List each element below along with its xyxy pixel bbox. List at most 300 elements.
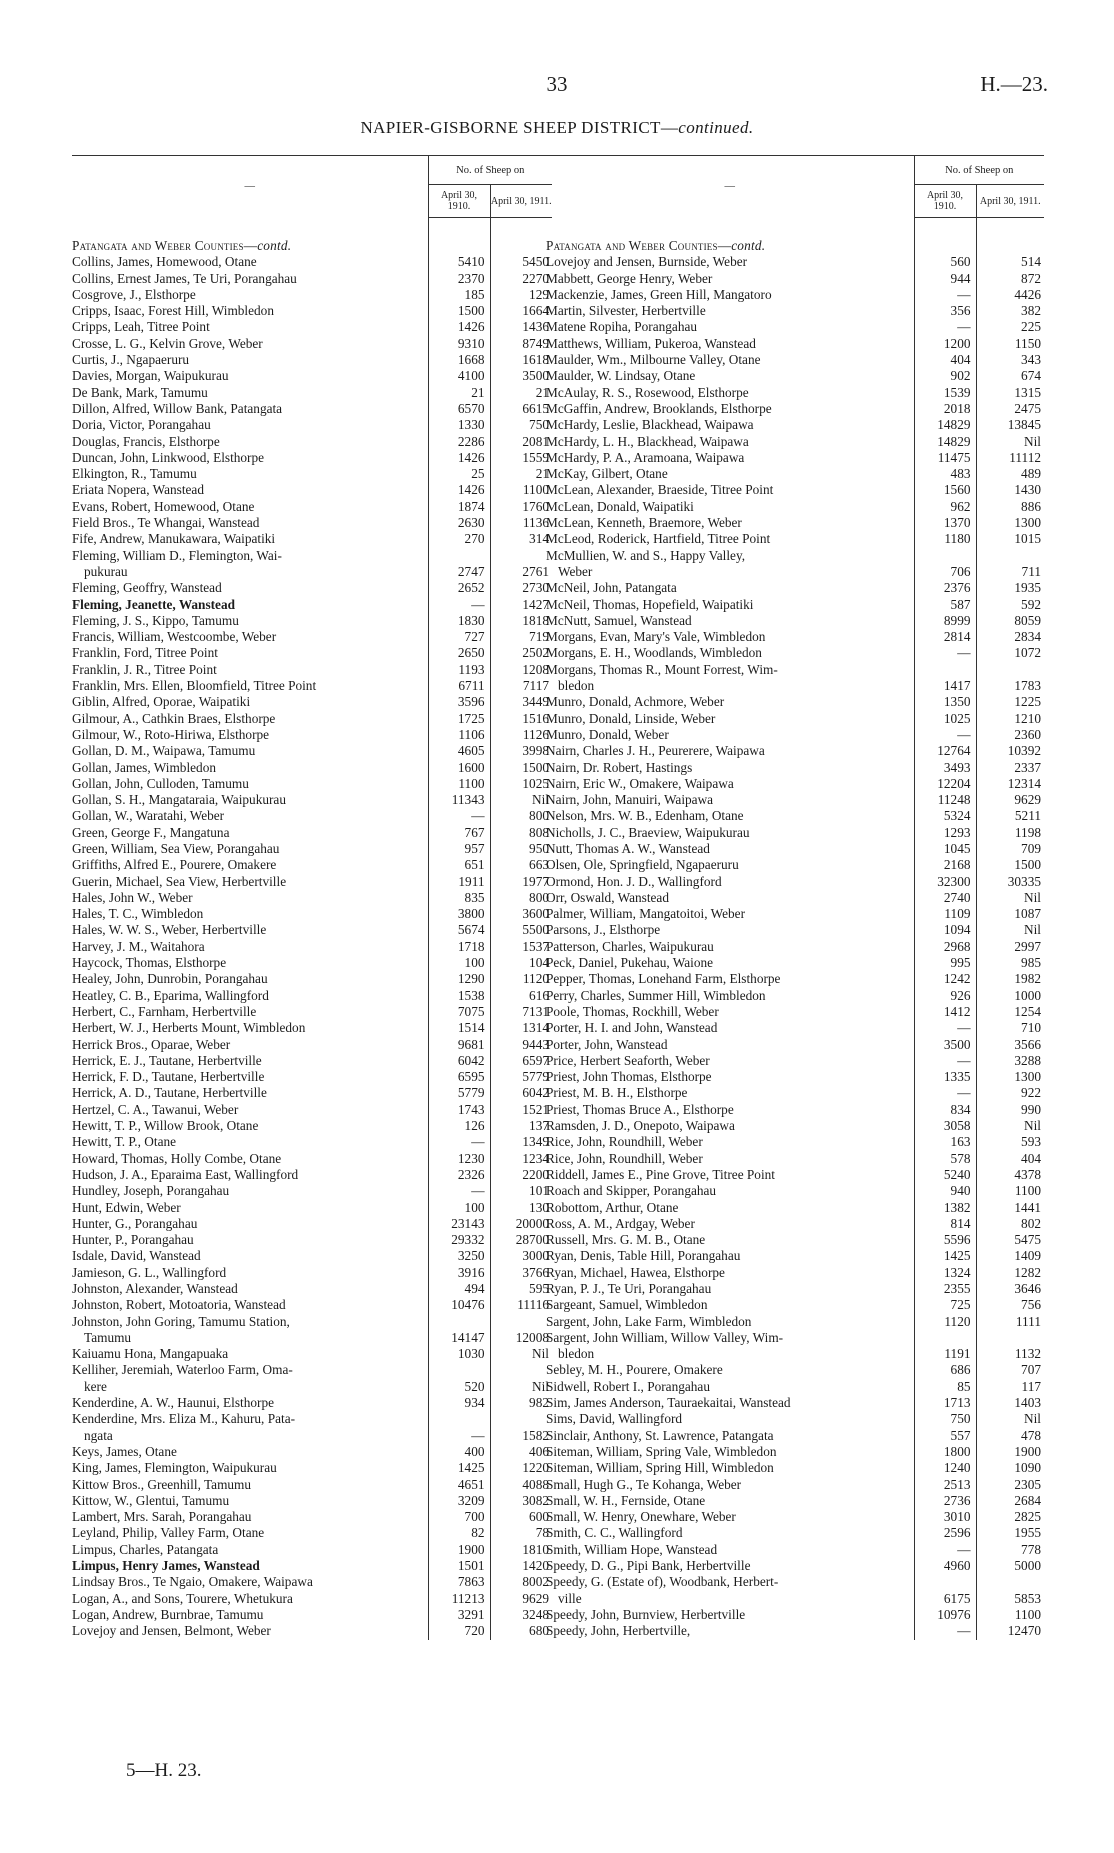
sheep-1910: — — [428, 1411, 490, 1444]
sheep-1911: 8002 — [490, 1574, 552, 1590]
sheep-1910: 3010 — [914, 1509, 976, 1525]
table-row — [546, 1314, 1044, 1330]
sheep-1911: 1664 — [490, 303, 552, 319]
owner-name — [546, 1493, 914, 1509]
owner-name-text: Collins, James, Homewood, Otane — [72, 254, 257, 270]
sheep-1910: 1412 — [914, 1004, 976, 1020]
sheep-1911: 1559 — [490, 450, 552, 466]
left-body — [72, 218, 552, 1640]
owner-name — [546, 1411, 914, 1427]
owner-name — [72, 678, 428, 694]
sheep-1911: 1403 — [976, 1395, 1044, 1411]
owner-name — [546, 1574, 914, 1607]
table-row — [72, 1444, 552, 1460]
owner-name — [546, 922, 914, 938]
table-row — [546, 597, 1044, 613]
table-row — [546, 1379, 1044, 1395]
owner-name-text: Nairn, Charles J. H., Peurerere, Waipawa — [546, 743, 765, 759]
owner-name — [72, 401, 428, 417]
table-row — [546, 1020, 1044, 1036]
owner-name — [546, 1477, 914, 1493]
owner-name-text: McLeod, Roderick, Hartfield, Titree Point — [546, 531, 771, 547]
sheep-1910: 1500 — [428, 303, 490, 319]
table-row — [72, 499, 552, 515]
table-row — [546, 482, 1044, 498]
table-row — [546, 1623, 1044, 1639]
sheep-1911: 382 — [976, 303, 1044, 319]
sheep-1911: 6042 — [490, 1085, 552, 1101]
sheep-1910: — — [428, 597, 490, 613]
table-row — [546, 988, 1044, 1004]
owner-name — [72, 1477, 428, 1493]
owner-name — [546, 385, 914, 401]
owner-name-text: Ryan, Michael, Hawea, Elsthorpe — [546, 1264, 725, 1280]
owner-name-text: Limpus, Charles, Patangata — [72, 1541, 219, 1557]
sheep-1910: 85 — [914, 1379, 976, 1395]
owner-name — [72, 1509, 428, 1525]
owner-name — [72, 597, 428, 613]
sheep-1911: 5853 — [976, 1574, 1044, 1607]
owner-name — [72, 841, 428, 857]
owner-name-text: Hunter, P., Porangahau — [72, 1232, 194, 1248]
sheep-1911: 3998 — [490, 743, 552, 759]
sheep-1910: — — [428, 1134, 490, 1150]
sheep-1911: 1120 — [490, 971, 552, 987]
sheep-1911: 1282 — [976, 1265, 1044, 1281]
sheep-1911: Nil — [976, 890, 1044, 906]
owner-name-text: Guerin, Michael, Sea View, Herbertville — [72, 873, 287, 889]
sheep-1911: 3000 — [490, 1248, 552, 1264]
owner-name — [72, 1118, 428, 1134]
owner-name — [72, 352, 428, 368]
owner-name — [546, 760, 914, 776]
sheep-1911: 478 — [976, 1428, 1044, 1444]
sheep-1910: 1830 — [428, 613, 490, 629]
table-row — [72, 727, 552, 743]
sheep-1911: 21 — [490, 466, 552, 482]
sheep-1911: 1315 — [976, 385, 1044, 401]
sheep-1911: 2337 — [976, 760, 1044, 776]
table-row — [72, 1053, 552, 1069]
owner-name — [72, 1183, 428, 1199]
owner-name — [546, 955, 914, 971]
sheep-1911: 3646 — [976, 1281, 1044, 1297]
sheep-1911: 7131 — [490, 1004, 552, 1020]
sheep-1910: 2286 — [428, 434, 490, 450]
owner-name — [72, 1216, 428, 1232]
sheep-1911: 3449 — [490, 694, 552, 710]
owner-name-text: Nelson, Mrs. W. B., Edenham, Otane — [546, 808, 744, 824]
sheep-1911: Nil — [976, 1411, 1044, 1427]
table-row — [546, 776, 1044, 792]
table-row — [72, 874, 552, 890]
table-row — [546, 1102, 1044, 1118]
sheep-1911: 1500 — [976, 857, 1044, 873]
table-row — [546, 1460, 1044, 1476]
sheep-1911: 9629 — [976, 792, 1044, 808]
sheep-1910: 6711 — [428, 678, 490, 694]
owner-name-text: Kittow, W., Glentui, Tamumu — [72, 1492, 230, 1508]
sheep-1910: 1293 — [914, 825, 976, 841]
owner-name — [72, 1053, 428, 1069]
table-row — [546, 254, 1044, 270]
owner-name — [546, 1509, 914, 1525]
table-row — [72, 580, 552, 596]
table-row — [72, 1183, 552, 1199]
owner-name-text: Keys, James, Otane — [72, 1443, 177, 1459]
table-row — [546, 694, 1044, 710]
table-row — [72, 760, 552, 776]
sheep-1910: 4651 — [428, 1477, 490, 1493]
sheep-1910: 1324 — [914, 1265, 976, 1281]
section-label: Patangata and Weber Counties— — [72, 238, 258, 253]
sheep-1911: 12314 — [976, 776, 1044, 792]
table-row — [72, 1265, 552, 1281]
sheep-1911: 2475 — [976, 401, 1044, 417]
sheep-1911: 11112 — [976, 450, 1044, 466]
sheep-1911: 1254 — [976, 1004, 1044, 1020]
owner-name — [72, 694, 428, 710]
owner-name-text: Hales, W. W. S., Weber, Herbertville — [72, 922, 267, 938]
sheep-1910: 957 — [428, 841, 490, 857]
owner-name-text: Hewitt, T. P., Willow Brook, Otane — [72, 1118, 259, 1134]
sheep-1911: 6615 — [490, 401, 552, 417]
owner-name — [72, 1167, 428, 1183]
owner-name — [546, 1004, 914, 1020]
table-row — [72, 1623, 552, 1639]
table-row — [546, 417, 1044, 433]
sheep-1910: 7075 — [428, 1004, 490, 1020]
table-row — [546, 906, 1044, 922]
sheep-1911: 1420 — [490, 1558, 552, 1574]
sheep-1911: 1935 — [976, 580, 1044, 596]
owner-name — [72, 1281, 428, 1297]
sheep-1911: 13845 — [976, 417, 1044, 433]
sheep-1910: 2596 — [914, 1525, 976, 1541]
sheep-1911: 950 — [490, 841, 552, 857]
owner-name — [546, 1362, 914, 1378]
sheep-1910: 1600 — [428, 760, 490, 776]
table-row — [546, 303, 1044, 319]
sheep-1911: 1521 — [490, 1102, 552, 1118]
table-row — [72, 1004, 552, 1020]
owner-name — [546, 825, 914, 841]
col-1910-header: April 30, 1910. — [428, 185, 490, 218]
owner-name-text: Fife, Andrew, Manukawara, Waipatiki — [72, 531, 276, 547]
owner-name-text: Limpus, Henry James, Wanstead — [72, 1558, 260, 1574]
owner-name-text: Speedy, John, Burnview, Herbertville — [546, 1606, 746, 1622]
owner-name — [546, 1444, 914, 1460]
table-row — [72, 1574, 552, 1590]
owner-name — [546, 1167, 914, 1183]
col-1911-header: April 30, 1911. — [976, 185, 1044, 218]
sheep-1911: 1015 — [976, 531, 1044, 547]
owner-name — [72, 890, 428, 906]
sheep-1911: 1225 — [976, 694, 1044, 710]
sheep-1910: 2370 — [428, 271, 490, 287]
sheep-1911: Nil — [490, 1346, 552, 1362]
sheep-1910: 1109 — [914, 906, 976, 922]
sheep-1910: 725 — [914, 1297, 976, 1313]
sheep-1911: 1955 — [976, 1525, 1044, 1541]
owner-name — [546, 482, 914, 498]
owner-name — [546, 434, 914, 450]
owner-name-text: King, James, Flemington, Waipukurau — [72, 1460, 277, 1476]
sheep-1910: 3493 — [914, 760, 976, 776]
table-row — [546, 1362, 1044, 1378]
owner-name — [546, 613, 914, 629]
owner-name-text: Rice, John, Roundhill, Weber — [546, 1134, 703, 1150]
owner-name — [546, 1183, 914, 1199]
owner-name-text: Priest, M. B. H., Elsthorpe — [546, 1085, 688, 1101]
owner-name — [546, 1607, 914, 1623]
table-row — [72, 890, 552, 906]
left-column — [72, 155, 552, 1640]
table-row — [546, 1411, 1044, 1427]
sheep-1910: 9681 — [428, 1037, 490, 1053]
owner-name-text: De Bank, Mark, Tamumu — [72, 384, 208, 400]
sheep-group-header: No. of Sheep on — [914, 156, 1044, 185]
sheep-1910: 1330 — [428, 417, 490, 433]
owner-name-text: Hunter, G., Porangahau — [72, 1215, 198, 1231]
sheep-1910: 1911 — [428, 874, 490, 890]
owner-name-text: Siteman, William, Spring Vale, Wimbledon — [546, 1443, 777, 1459]
owner-name-text: Palmer, William, Mangatoitoi, Weber — [546, 906, 745, 922]
owner-name — [72, 1542, 428, 1558]
owner-name-text: Cripps, Leah, Titree Point — [72, 319, 210, 335]
table-row — [72, 939, 552, 955]
blank-header: — — [546, 156, 914, 218]
sheep-1910: 2650 — [428, 645, 490, 661]
owner-name-text: Porter, John, Wanstead — [546, 1036, 668, 1052]
owner-name-text: Harvey, J. M., Waitahora — [72, 938, 205, 954]
owner-name-text: Haycock, Thomas, Elsthorpe — [72, 955, 227, 971]
owner-name-text: Healey, John, Dunrobin, Porangahau — [72, 971, 268, 987]
owner-name — [546, 531, 914, 547]
owner-name-text: Lambert, Mrs. Sarah, Porangahau — [72, 1509, 252, 1525]
sheep-1911: 5000 — [976, 1558, 1044, 1574]
sheep-1911: 2684 — [976, 1493, 1044, 1509]
owner-name-text: Howard, Thomas, Holly Combe, Otane — [72, 1150, 282, 1166]
sheep-1910: 6570 — [428, 401, 490, 417]
table-row — [546, 1037, 1044, 1053]
sheep-1910: 25 — [428, 466, 490, 482]
owner-name — [546, 1281, 914, 1297]
sheep-1910: 1718 — [428, 939, 490, 955]
owner-name — [546, 727, 914, 743]
sheep-1911: 707 — [976, 1362, 1044, 1378]
owner-name-text: Jamieson, G. L., Wallingford — [72, 1264, 227, 1280]
sheep-1910: 4100 — [428, 368, 490, 384]
sheep-1911: 3082 — [490, 1493, 552, 1509]
owner-name — [546, 1265, 914, 1281]
sheep-1911: 616 — [490, 988, 552, 1004]
section-contd: contd. — [731, 238, 766, 253]
owner-name — [72, 776, 428, 792]
sheep-1911: 1977 — [490, 874, 552, 890]
sheep-1911: 8059 — [976, 613, 1044, 629]
owner-name — [546, 743, 914, 759]
sheep-1911: 1582 — [490, 1411, 552, 1444]
owner-name — [72, 368, 428, 384]
sheep-1910: 3058 — [914, 1118, 976, 1134]
table-row — [72, 319, 552, 335]
owner-name — [72, 254, 428, 270]
table-row — [546, 1428, 1044, 1444]
owner-name-text: Orr, Oswald, Wanstead — [546, 889, 669, 905]
owner-name-text: Hewitt, T. P., Otane — [72, 1134, 177, 1150]
sheep-1911: 593 — [976, 1134, 1044, 1150]
sheep-1910: 1538 — [428, 988, 490, 1004]
sheep-1910: 1425 — [428, 1460, 490, 1476]
owner-name — [72, 319, 428, 335]
owner-name-text: Gollan, D. M., Waipawa, Tamumu — [72, 743, 256, 759]
owner-name-text: McHardy, P. A., Aramoana, Waipawa — [546, 449, 745, 465]
sheep-1910: 494 — [428, 1281, 490, 1297]
owner-name-text: Logan, Andrew, Burnbrae, Tamumu — [72, 1606, 264, 1622]
owner-name-text: Patterson, Charles, Waipukurau — [546, 938, 714, 954]
owner-name-text: Sargent, John William, Willow Valley, Wim- — [546, 1329, 784, 1345]
sheep-1910: 5779 — [428, 1085, 490, 1101]
sheep-1910: 1290 — [428, 971, 490, 987]
owner-name-text: Priest, John Thomas, Elsthorpe — [546, 1069, 712, 1085]
sheep-1910: 7863 — [428, 1574, 490, 1590]
owner-name-text: Maulder, Wm., Milbourne Valley, Otane — [546, 352, 761, 368]
owner-name — [546, 776, 914, 792]
sheep-1910: 1335 — [914, 1069, 976, 1085]
sheep-1910: 6175 — [914, 1574, 976, 1607]
sheep-1911: Nil — [976, 922, 1044, 938]
sheep-1910: 1874 — [428, 499, 490, 515]
owner-name-text: Nairn, John, Manuiri, Waipawa — [546, 792, 714, 808]
sheep-1910: 1800 — [914, 1444, 976, 1460]
sheep-1911: 404 — [976, 1151, 1044, 1167]
owner-name-continuation: kere — [84, 1378, 107, 1394]
table-row — [72, 1411, 552, 1444]
owner-name — [546, 711, 914, 727]
table-row — [72, 841, 552, 857]
owner-name-text: Kelliher, Jeremiah, Waterloo Farm, Oma- — [72, 1362, 293, 1378]
sheep-1911: 1300 — [976, 515, 1044, 531]
table-row — [72, 922, 552, 938]
sheep-1911: 5450 — [490, 254, 552, 270]
owner-name — [546, 1248, 914, 1264]
sheep-1911: 872 — [976, 271, 1044, 287]
sheep-1910: — — [428, 808, 490, 824]
sheep-1911: 20000 — [490, 1216, 552, 1232]
table-row — [72, 1102, 552, 1118]
owner-name-text: Robottom, Arthur, Otane — [546, 1199, 679, 1215]
owner-name-text: Gollan, John, Culloden, Tamumu — [72, 775, 249, 791]
owner-name-text: Franklin, J. R., Titree Point — [72, 661, 217, 677]
owner-name-text: Hales, John W., Weber — [72, 889, 193, 905]
sheep-1910: — — [914, 1085, 976, 1101]
table-row — [72, 1362, 552, 1395]
owner-name — [546, 319, 914, 335]
owner-name-text: Douglas, Francis, Elsthorpe — [72, 433, 220, 449]
sheep-1911: 1210 — [976, 711, 1044, 727]
owner-name-text: Johnston, Alexander, Wanstead — [72, 1281, 238, 1296]
sheep-1910: 1120 — [914, 1314, 976, 1330]
sheep-1910: 1426 — [428, 450, 490, 466]
table-row — [546, 548, 1044, 581]
sheep-1910: 356 — [914, 303, 976, 319]
sheep-1910: 12204 — [914, 776, 976, 792]
table-row — [72, 1069, 552, 1085]
owner-name-text: Gilmour, W., Roto-Hiriwa, Elsthorpe — [72, 726, 270, 742]
right-table — [546, 155, 1044, 1640]
sheep-1911: 1516 — [490, 711, 552, 727]
owner-name-text: Nutt, Thomas A. W., Wanstead — [546, 840, 710, 856]
table-row — [546, 662, 1044, 695]
table-row — [546, 385, 1044, 401]
owner-name — [546, 1379, 914, 1395]
owner-name-text: Cosgrove, J., Elsthorpe — [72, 286, 196, 302]
sheep-1911: Nil — [490, 1362, 552, 1395]
table-row — [546, 1265, 1044, 1281]
owner-name-continuation: bledon — [558, 1346, 595, 1362]
owner-name-text: Hunt, Edwin, Weber — [72, 1199, 181, 1215]
owner-name — [546, 1085, 914, 1101]
table-row — [72, 1314, 552, 1347]
sheep-1911: 2502 — [490, 645, 552, 661]
sheep-1910: 32300 — [914, 874, 976, 890]
owner-name — [72, 417, 428, 433]
owner-name-text: Smith, C. C., Wallingford — [546, 1525, 683, 1541]
sheep-1910: 1025 — [914, 711, 976, 727]
left-table — [72, 155, 552, 1640]
owner-name — [72, 1248, 428, 1264]
sheep-1910: 1425 — [914, 1248, 976, 1264]
page-code: H.—23. — [980, 72, 1048, 96]
sheep-1910: 9310 — [428, 336, 490, 352]
owner-name — [72, 874, 428, 890]
sheep-1910: 3209 — [428, 1493, 490, 1509]
sheep-1910: — — [914, 287, 976, 303]
owner-name — [72, 613, 428, 629]
table-row — [72, 1558, 552, 1574]
sheep-1910: 834 — [914, 1102, 976, 1118]
owner-name — [546, 1330, 914, 1363]
owner-name-text: Field Bros., Te Whangai, Wanstead — [72, 515, 260, 531]
table-row — [72, 1200, 552, 1216]
owner-name-text: Munro, Donald, Achmore, Weber — [546, 694, 725, 710]
owner-name-text: Isdale, David, Wanstead — [72, 1248, 201, 1264]
sheep-1911: 78 — [490, 1525, 552, 1541]
table-row — [546, 1053, 1044, 1069]
owner-name — [72, 336, 428, 352]
blank-header: — — [72, 156, 428, 218]
owner-name — [546, 645, 914, 661]
owner-name-text: Fleming, Geoffry, Wanstead — [72, 580, 222, 596]
sheep-1910: 11475 — [914, 450, 976, 466]
table-row — [72, 1020, 552, 1036]
sheep-1911: 990 — [976, 1102, 1044, 1118]
sheep-1910: 700 — [428, 1509, 490, 1525]
owner-name — [72, 1200, 428, 1216]
owner-name-text: Duncan, John, Linkwood, Elsthorpe — [72, 449, 265, 465]
sheep-1911: 600 — [490, 1509, 552, 1525]
sheep-1910: 814 — [914, 1216, 976, 1232]
table-row — [72, 515, 552, 531]
owner-name-text: Smith, William Hope, Wanstead — [546, 1541, 718, 1557]
table-row — [72, 1216, 552, 1232]
sheep-1910: — — [914, 645, 976, 661]
owner-name — [546, 1020, 914, 1036]
owner-name — [72, 548, 428, 581]
owner-name — [72, 1232, 428, 1248]
sheep-1911: 1136 — [490, 515, 552, 531]
